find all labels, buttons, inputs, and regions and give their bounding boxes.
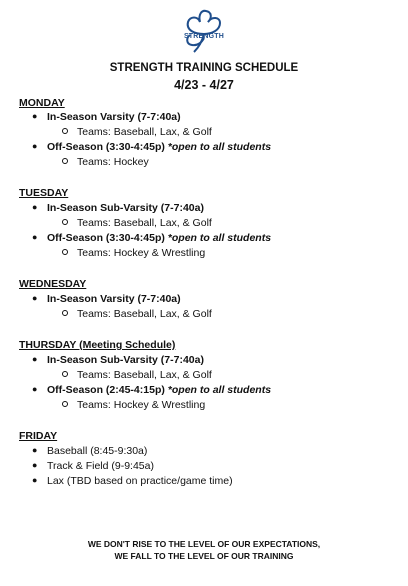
schedule-item xyxy=(32,354,204,366)
day-heading-monday: MONDAY xyxy=(19,97,65,109)
date-range: 4/23 - 4/27 xyxy=(174,78,234,92)
logo-text: STRENGTH xyxy=(183,33,225,40)
schedule-item xyxy=(32,232,271,244)
circle-bullet-icon xyxy=(62,401,68,407)
bullet-icon: ● xyxy=(32,141,38,151)
open-note: *open to all students xyxy=(167,141,272,153)
session-text: In-Season Varsity (7-7:40a) xyxy=(47,111,181,123)
teams-item xyxy=(62,308,212,320)
shamrock-logo xyxy=(172,8,236,56)
session-text: In-Season Sub-Varsity (7-7:40a) xyxy=(47,202,204,214)
teams-item xyxy=(62,369,212,381)
bullet-icon: ● xyxy=(32,293,38,303)
teams-text: Teams: Hockey xyxy=(77,156,149,168)
teams-item xyxy=(62,217,212,229)
day-heading-wednesday: WEDNESDAY xyxy=(19,278,87,290)
page-title: STRENGTH TRAINING SCHEDULE xyxy=(109,62,299,74)
schedule-item xyxy=(32,111,181,123)
schedule-item xyxy=(32,445,147,457)
session-text: Track & Field (9-9:45a) xyxy=(47,460,154,472)
schedule-item xyxy=(32,293,181,305)
teams-text: Teams: Hockey & Wrestling xyxy=(77,399,206,411)
circle-bullet-icon xyxy=(62,310,68,316)
teams-text: Teams: Baseball, Lax, & Golf xyxy=(77,369,212,381)
circle-bullet-icon xyxy=(62,128,68,134)
open-note: *open to all students xyxy=(167,232,272,244)
motto-line-1: WE DON'T RISE TO THE LEVEL OF OUR EXPECTATIONS, xyxy=(87,539,321,549)
schedule-item xyxy=(32,141,271,153)
session-text: Off-Season (3:30-4:45p) xyxy=(47,232,168,244)
schedule-item xyxy=(32,202,204,214)
bullet-icon: ● xyxy=(32,354,38,364)
bullet-icon: ● xyxy=(32,460,38,470)
motto-line-2: WE FALL TO THE LEVEL OF OUR TRAINING xyxy=(114,551,294,561)
bullet-icon: ● xyxy=(32,111,38,121)
session-text: Off-Season (3:30-4:45p) xyxy=(47,141,168,153)
circle-bullet-icon xyxy=(62,371,68,377)
circle-bullet-icon xyxy=(62,219,68,225)
circle-bullet-icon xyxy=(62,249,68,255)
open-note: *open to all students xyxy=(167,384,272,396)
circle-bullet-icon xyxy=(62,158,68,164)
teams-text: Teams: Baseball, Lax, & Golf xyxy=(77,308,212,320)
schedule-item xyxy=(32,384,271,396)
schedule-item xyxy=(32,460,154,472)
teams-text: Teams: Baseball, Lax, & Golf xyxy=(77,126,212,138)
teams-text: Teams: Hockey & Wrestling xyxy=(77,247,206,259)
session-text: In-Season Varsity (7-7:40a) xyxy=(47,293,181,305)
day-heading-thursday: THURSDAY (Meeting Schedule) xyxy=(19,339,176,351)
teams-item xyxy=(62,126,212,138)
session-text: Baseball (8:45-9:30a) xyxy=(47,445,148,457)
day-heading-friday: FRIDAY xyxy=(19,430,58,442)
bullet-icon: ● xyxy=(32,232,38,242)
day-heading-tuesday: TUESDAY xyxy=(19,187,69,199)
bullet-icon: ● xyxy=(32,475,38,485)
teams-item xyxy=(62,247,205,259)
teams-item xyxy=(62,399,205,411)
session-text: In-Season Sub-Varsity (7-7:40a) xyxy=(47,354,204,366)
shamrock-icon xyxy=(172,8,236,56)
teams-item xyxy=(62,156,149,168)
teams-text: Teams: Baseball, Lax, & Golf xyxy=(77,217,212,229)
session-text: Off-Season (2:45-4:15p) xyxy=(47,384,168,396)
bullet-icon: ● xyxy=(32,445,38,455)
bullet-icon: ● xyxy=(32,384,38,394)
bullet-icon: ● xyxy=(32,202,38,212)
session-text: Lax (TBD based on practice/game time) xyxy=(47,475,233,487)
schedule-item xyxy=(32,475,233,487)
